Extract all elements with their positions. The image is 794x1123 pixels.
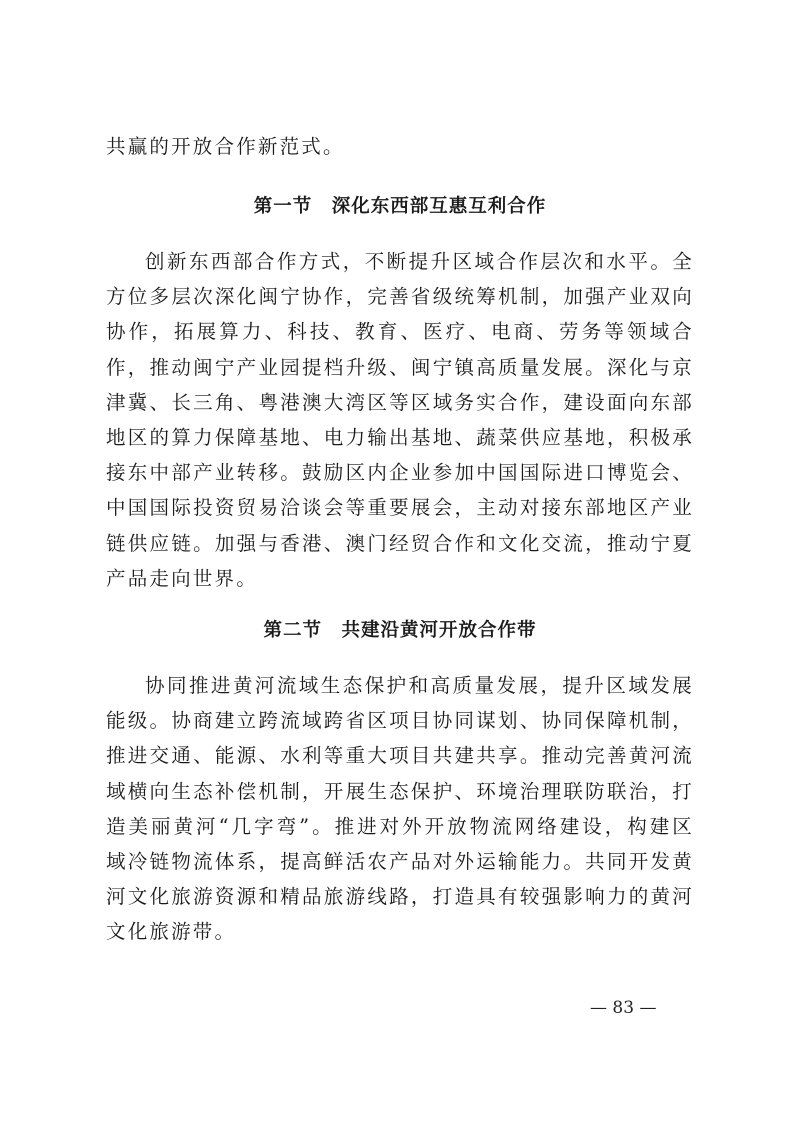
section-paragraph-2: 协同推进黄河流域生态保护和高质量发展，提升区域发展能级。协商建立跨流域跨省区项目协同谋划、协同保障机制，推进交通、能源、水利等重大项目共建共享。推动完善黄河流域横向生态补偿机制，开展生态保护、环境治理联防联治，打造美丽黄河“几字弯”。推进对外开放物流网络建设，构建区域冷链物流体系，提高鲜活农产品对外运输能力。共同开发黄河文化旅游资源和精品旅游线路，打造具有较强影响力的黄河文化旅游带。 <box>106 674 694 944</box>
section-heading-2: 第二节 共建沿黄河开放合作带 <box>263 620 537 642</box>
page-number: — 83 — <box>590 998 657 1018</box>
section-heading-1: 第一节 深化东西部互惠互利合作 <box>253 196 547 217</box>
continued-paragraph: 共赢的开放合作新范式。 <box>106 135 345 158</box>
section-paragraph-1: 创新东西部合作方式，不断提升区域合作层次和水平。全方位多层次深化闽宁协作，完善省级统筹机制，加强产业双向协作，拓展算力、科技、教育、医疗、电商、劳务等领域合作，推动闽宁产业园提档升级、闽宁镇高质量发展。深化与京津冀、长三角、粤港澳大湾区等区域务实合作，建设面向东部地区的算力保障基地、电力输出基地、蔬菜供应基地，积极承接东中部产业转移。鼓励区内企业参加中国国际进口博览会、中国国际投资贸易洽谈会等重要展会，主动对接东部地区产业链供应链。加强与香港、澳门经贸合作和文化交流，推动宁夏产品走向世界。 <box>106 250 694 590</box>
